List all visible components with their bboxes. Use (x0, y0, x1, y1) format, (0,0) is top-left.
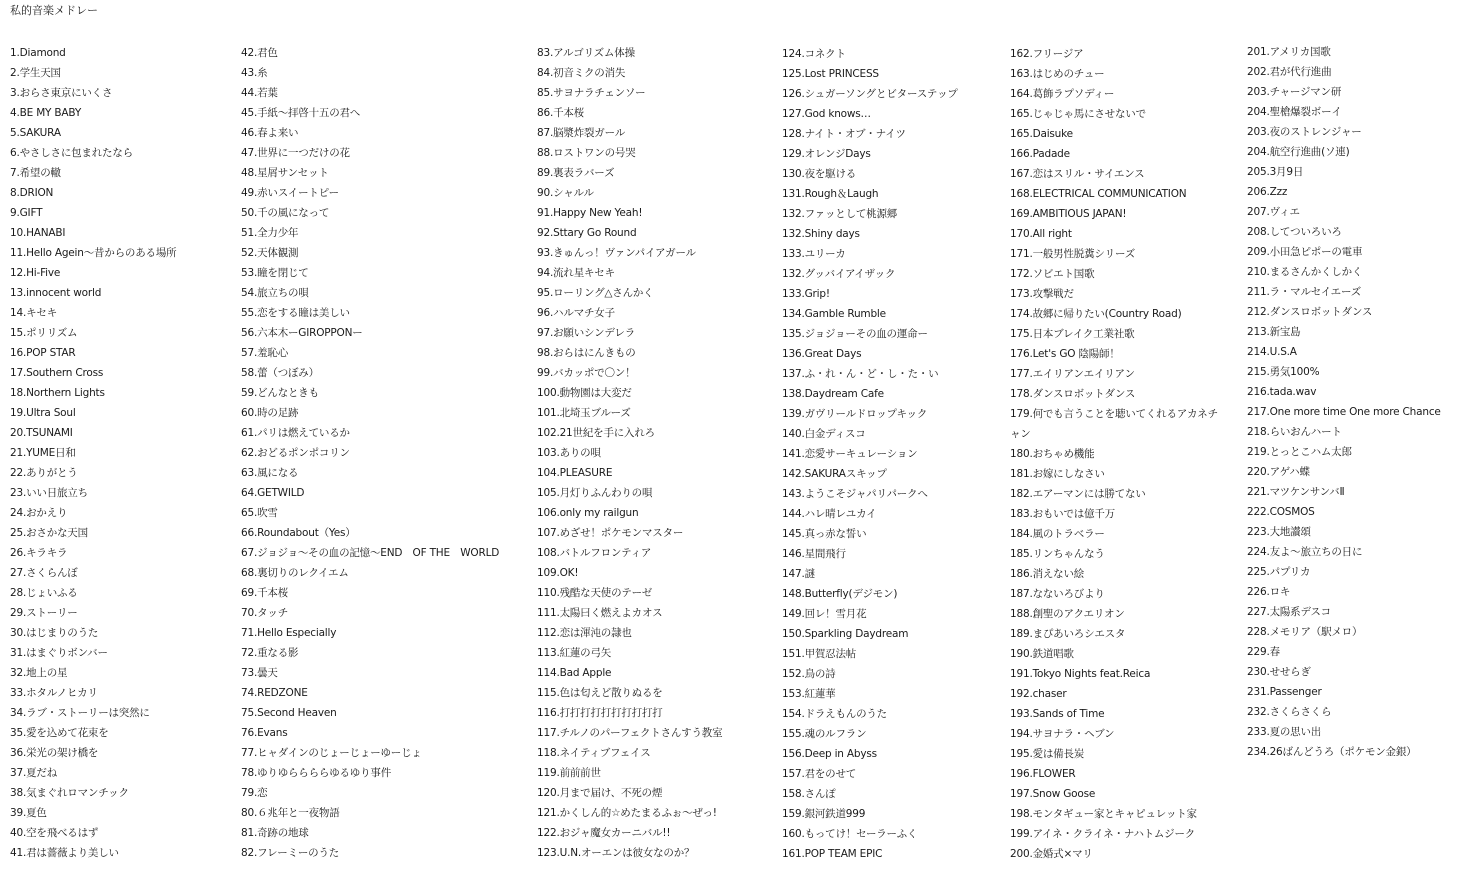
song-list-item: 220.アゲハ蝶 (1247, 466, 1310, 478)
song-list-item: 111.太陽曰く燃えよカオス (537, 607, 663, 619)
song-list-item: 189.まぴあいろシエスタ (1010, 628, 1126, 640)
song-list-item: 180.おちゃめ機能 (1010, 448, 1095, 460)
song-list-item: 84.初音ミクの消失 (537, 67, 626, 79)
song-list-item: 191.Tokyo Nights feat.Reica (1010, 668, 1151, 680)
song-list-item: 87.脳漿炸裂ガール (537, 127, 625, 139)
song-list-item: 219.とっとこハム太郎 (1247, 446, 1352, 458)
song-list-item: 109.OK! (537, 567, 579, 579)
song-list-item: 82.フレーミーのうた (241, 847, 340, 859)
song-list-item: 207.ヴィエ (1247, 206, 1300, 218)
song-list-item: 222.COSMOS (1247, 506, 1315, 518)
song-list-item: 137.ふ・れ・ん・ど・し・た・い (782, 368, 939, 380)
song-list-item: 24.おかえり (10, 507, 68, 519)
song-list-item: 53.瞳を閉じて (241, 267, 309, 279)
song-list-item: 34.ラブ・ストーリーは突然に (10, 707, 150, 719)
song-list-item: 203.チャージマン研 (1247, 86, 1342, 98)
song-list-item: 39.夏色 (10, 807, 47, 819)
song-list-item: 36.栄光の架け橋を (10, 747, 99, 759)
song-list-item: 174.故郷に帰りたい(Country Road) (1010, 308, 1182, 320)
song-list-item: 173.攻撃戦だ (1010, 288, 1074, 300)
song-list-item: 19.Ultra Soul (10, 407, 76, 419)
song-list-item: 32.地上の星 (10, 667, 68, 679)
song-list-item: 232.さくらさくら (1247, 706, 1332, 718)
song-list-item: 97.お願いシンデレラ (537, 327, 636, 339)
song-list-item: 27.さくらんぼ (10, 567, 78, 579)
song-list-item: 132.Shiny days (782, 228, 860, 240)
song-list-item: 183.おもいでは億千万 (1010, 508, 1115, 520)
song-list-item: 195.愛は備長炭 (1010, 748, 1085, 760)
song-list-item: 161.POP TEAM EPIC (782, 848, 883, 860)
song-list-item: 171.一般男性脱糞シリーズ (1010, 248, 1136, 260)
song-list-item: 113.紅蓮の弓矢 (537, 647, 612, 659)
song-list-item: 56.六本木ーGIROPPONー (241, 327, 363, 339)
song-list-item: 118.ネイティブフェイス (537, 747, 651, 759)
song-list-item: 135.ジョジョーその血の運命ー (782, 328, 928, 340)
song-list-item: 14.キセキ (10, 307, 57, 319)
song-list-item: 98.おらはにんきもの (537, 347, 636, 359)
song-list-item: 153.紅蓮華 (782, 688, 836, 700)
song-list-item: 4.BE MY BABY (10, 107, 82, 119)
song-list-item: 176.Let's GO 陰陽師！ (1010, 348, 1120, 360)
song-list-item: 107.めざせ！ポケモンマスター (537, 527, 684, 539)
song-list-item: 214.U.S.A (1247, 346, 1297, 358)
song-list-item: 30.はじまりのうた (10, 627, 99, 639)
song-list-item: 130.夜を駆ける (782, 168, 857, 180)
song-list-item: 120.月まで届け、不死の煙 (537, 787, 663, 799)
song-list-item: 223.大地讃頌 (1247, 526, 1311, 538)
song-list-item: 133.ユリーカ (782, 248, 846, 260)
song-list-item: 63.風になる (241, 467, 299, 479)
song-list-item: 162.フリージア (1010, 48, 1084, 60)
song-list-item: 12.Hi-Five (10, 267, 61, 279)
song-list-item: 193.Sands of Time (1010, 708, 1105, 720)
song-list-item: 182.エアーマンには勝てない (1010, 488, 1146, 500)
song-list-item: 165.Daisuke (1010, 128, 1073, 140)
song-list-item: 69.千本桜 (241, 587, 288, 599)
song-list-item: 212.ダンスロボットダンス (1247, 306, 1373, 318)
song-list-item: 185.リンちゃんなう (1010, 548, 1105, 560)
song-list-item: 10.HANABI (10, 227, 66, 239)
song-list-item: 35.愛を込めて花束を (10, 727, 109, 739)
song-list-item: 57.羞恥心 (241, 347, 288, 359)
song-list-item: 60.時の足跡 (241, 407, 299, 419)
song-list-item: 123.U.N.オーエンは彼女なのか？ (537, 847, 695, 859)
song-list-item: 186.消えない絵 (1010, 568, 1085, 580)
song-list-item: 70.タッチ (241, 607, 288, 619)
song-list-item: 50.千の風になって (241, 207, 330, 219)
song-list-item: 164.葛飾ラプソディー (1010, 88, 1115, 100)
song-list-item: 213.新宝島 (1247, 326, 1301, 338)
song-list-item: 209.小田急ピポーの電車 (1247, 246, 1363, 258)
song-list-item: 1.Diamond (10, 47, 66, 59)
song-list-item: 138.Daydream Cafe (782, 388, 884, 400)
song-list-item: 54.旅立ちの唄 (241, 287, 309, 299)
song-list-item: 78.ゆりゆららららゆるゆり事件 (241, 767, 391, 779)
song-column-2 (241, 43, 531, 863)
song-list-item: 26.キラキラ (10, 547, 68, 559)
song-list-item: 224.友よ～旅立ちの日に (1247, 546, 1363, 558)
song-list-item: 31.はまぐりボンバー (10, 647, 108, 659)
song-column-6 (1247, 42, 1475, 762)
song-list-item: 58.蕾（つぼみ） (241, 367, 319, 379)
song-list-item: 178.ダンスロボットダンス (1010, 388, 1136, 400)
song-list-item: 132.グッバイアイザック (782, 268, 896, 280)
song-list-item: 184.風のトラベラー (1010, 528, 1105, 540)
song-list-item: 140.白金ディスコ (782, 428, 866, 440)
song-list-item: 3.おらさ東京にいくさ (10, 87, 113, 99)
song-list-item: 94.流れ星キセキ (537, 267, 615, 279)
song-list-item: 64.GETWILD (241, 487, 305, 499)
song-list-item: 187.なないろびより (1010, 588, 1105, 600)
song-list-item: 169.AMBITIOUS JAPAN! (1010, 208, 1127, 220)
song-list-item: 194.サヨナラ・ヘブン (1010, 728, 1115, 740)
song-list-item: 142.SAKURAスキップ (782, 468, 887, 480)
song-list-item: 49.赤いスイートピー (241, 187, 339, 199)
song-list-item: 179.何でも言うことを聴いてくれるアカネチャン (1010, 408, 1218, 440)
song-list-item: 197.Snow Goose (1010, 788, 1096, 800)
song-list-item: 38.気まぐれロマンチック (10, 787, 129, 799)
song-list-item: 198.モンタギュー家とキャピュレット家 (1010, 808, 1197, 820)
song-list-item: 144.ハレ晴レユカイ (782, 508, 877, 520)
song-list-item: 29.ストーリー (10, 607, 78, 619)
song-list-item: 67.ジョジョ～その血の記憶～END OF THE WORLD (241, 547, 500, 559)
song-list-item: 95.ローリング△さんかく (537, 287, 654, 299)
song-list-item: 61.パリは燃えているか (241, 427, 350, 439)
song-list-item: 92.Sttary Go Round (537, 227, 637, 239)
song-list-item: 99.バカッポで〇ン！ (537, 367, 636, 379)
song-list-item: 106.only my railgun (537, 507, 639, 519)
song-list-item: 125.Lost PRINCESS (782, 68, 879, 80)
song-list-item: 13.innocent world (10, 287, 102, 299)
song-list-item: 43.糸 (241, 67, 268, 79)
song-list-item: 210.まるさんかくしかく (1247, 266, 1363, 278)
song-list-item: 108.バトルフロンティア (537, 547, 652, 559)
song-list-item: 46.春よ来い (241, 127, 299, 139)
song-list-item: 17.Southern Cross (10, 367, 104, 379)
song-list-item: 152.鳥の詩 (782, 668, 836, 680)
song-list-item: 202.君が代行進曲 (1247, 66, 1332, 78)
song-list-item: 47.世界に一つだけの花 (241, 147, 350, 159)
song-list-item: 112.恋は渾沌の隷也 (537, 627, 632, 639)
song-list-item: 148.Butterfly(デジモン) (782, 588, 898, 600)
song-list-item: 55.恋をする瞳は美しい (241, 307, 350, 319)
song-list-item: 40.空を飛べるはず (10, 827, 99, 839)
song-list-item: 233.夏の思い出 (1247, 726, 1322, 738)
song-list-item: 85.サヨナラチェンソー (537, 87, 646, 99)
song-list-item: 72.重なる影 (241, 647, 299, 659)
song-list-item: 133.Grip! (782, 288, 830, 300)
song-list-item: 75.Second Heaven (241, 707, 337, 719)
song-list-item: 199.アイネ・クライネ・ナハトムジーク (1010, 828, 1196, 840)
song-list-item: 73.曇天 (241, 667, 278, 679)
song-list-item: 149.回レ！雪月花 (782, 608, 867, 620)
song-list-item: 81.奇跡の地球 (241, 827, 309, 839)
song-list-item: 155.魂のルフラン (782, 728, 867, 740)
song-list-item: 147.謎 (782, 568, 815, 580)
song-list-item: 227.太陽系デスコ (1247, 606, 1331, 618)
song-list-item: 117.チルノのパーフェクトさんすう教室 (537, 727, 723, 739)
song-list-item: 230.せせらぎ (1247, 666, 1311, 678)
song-list-item: 181.お嫁にしなさい (1010, 468, 1105, 480)
song-column-3 (537, 43, 777, 863)
song-list-item: 134.Gamble Rumble (782, 308, 886, 320)
song-list-item: 151.甲賀忍法帖 (782, 648, 857, 660)
song-list-item: 52.天体観測 (241, 247, 299, 259)
song-list-item: 41.君は薔薇より美しい (10, 847, 119, 859)
song-list-item: 68.裏切りのレクイエム (241, 567, 349, 579)
song-list-item: 131.Rough＆Laugh (782, 188, 879, 200)
song-list-item: 177.エイリアンエイリアン (1010, 368, 1135, 380)
song-list-item: 103.ありの唄 (537, 447, 601, 459)
song-list-item: 196.FLOWER (1010, 768, 1076, 780)
song-list-item: 66.Roundabout（Yes） (241, 527, 356, 539)
song-list-item: 132.ファッとして桃源郷 (782, 208, 898, 220)
song-list-item: 163.はじめのチュー (1010, 68, 1105, 80)
song-list-item: 170.All right (1010, 228, 1072, 240)
song-list-item: 86.千本桜 (537, 107, 584, 119)
song-list-item: 44.若葉 (241, 87, 278, 99)
song-list-item: 11.Hello Agein～昔からのある場所 (10, 247, 177, 259)
song-list-item: 15.ポリリズム (10, 327, 78, 339)
song-list-item: 158.さんぽ (782, 788, 836, 800)
song-list-item: 206.Zzz (1247, 186, 1288, 198)
song-list-item: 150.Sparkling Daydream (782, 628, 909, 640)
song-column-5 (1010, 44, 1222, 864)
song-list-item: 2.学生天国 (10, 67, 61, 79)
song-list-item: 217.One more time One more Chance (1247, 406, 1441, 418)
song-list-item: 6.やさしさに包まれたなら (10, 147, 133, 159)
song-list-item: 83.アルゴリズム体操 (537, 47, 635, 59)
song-list-item: 234.26ばんどうろ（ポケモン金銀） (1247, 746, 1417, 758)
song-list-item: 165.じゃじゃ馬にさせないで (1010, 108, 1146, 120)
song-list-item: 71.Hello Especially (241, 627, 337, 639)
song-list-item: 18.Northern Lights (10, 387, 105, 399)
song-list-item: 216.tada.wav (1247, 386, 1317, 398)
song-list-item: 226.ロキ (1247, 586, 1291, 598)
song-list-item: 102.21世紀を手に入れろ (537, 427, 655, 439)
song-list-item: 62.おどるポンポコリン (241, 447, 350, 459)
song-column-1 (10, 43, 230, 863)
song-list-item: 48.星屑サンセット (241, 167, 329, 179)
song-list-item: 229.春 (1247, 646, 1280, 658)
song-list-item: 156.Deep in Abyss (782, 748, 877, 760)
song-list-item: 211.ラ・マルセイエーズ (1247, 286, 1362, 298)
song-list-item: 115.色は匂えど散りぬるを (537, 687, 663, 699)
song-list-item: 146.星間飛行 (782, 548, 846, 560)
song-list-item: 136.Great Days (782, 348, 862, 360)
song-list-item: 104.PLEASURE (537, 467, 613, 479)
song-list-item: 143.ようこそジャパリパークへ (782, 488, 928, 500)
song-list-item: 228.メモリア（駅メロ） (1247, 626, 1363, 638)
song-list-item: 23.いい日旅立ち (10, 487, 88, 499)
song-list-item: 77.ヒャダインのじょーじょーゆーじょ (241, 747, 422, 759)
song-list-item: 201.アメリカ国歌 (1247, 46, 1331, 58)
song-list-item: 167.恋はスリル・サイエンス (1010, 168, 1145, 180)
song-list-item: 128.ナイト・オブ・ナイツ (782, 128, 906, 140)
song-list-item: 100.動物園は大変だ (537, 387, 632, 399)
song-list-item: 33.ホタルノヒカリ (10, 687, 98, 699)
song-list-item: 42.君色 (241, 47, 278, 59)
song-list-item: 89.裏表ラバーズ (537, 167, 615, 179)
song-list-item: 20.TSUNAMI (10, 427, 73, 439)
song-list-item: 5.SAKURA (10, 127, 61, 139)
song-list-item: 154.ドラえもんのうた (782, 708, 887, 720)
song-list-item: 192.chaser (1010, 688, 1067, 700)
song-list-item: 9.GIFT (10, 207, 43, 219)
song-list-item: 96.ハルマチ女子 (537, 307, 615, 319)
song-list-item: 203.夜のストレンジャー (1247, 126, 1362, 138)
song-list-item: 215.勇気100% (1247, 366, 1320, 378)
song-list-item: 21.YUME日和 (10, 447, 76, 459)
song-list-item: 168.ELECTRICAL COMMUNICATION (1010, 188, 1187, 200)
song-list-item: 200.金婚式×マリ (1010, 848, 1093, 860)
song-list-item: 51.全力少年 (241, 227, 299, 239)
song-list-item: 204.聖槍爆裂ボーイ (1247, 106, 1342, 118)
song-list-item: 16.POP STAR (10, 347, 76, 359)
song-list-item: 218.らいおんハート (1247, 426, 1342, 438)
song-list-item: 124.コネクト (782, 48, 846, 60)
song-list-item: 225.パプリカ (1247, 566, 1311, 578)
song-list-item: 7.希望の轍 (10, 167, 61, 179)
song-list-item: 204.航空行進曲(ソ連) (1247, 146, 1350, 158)
song-list-item: 37.夏だね (10, 767, 57, 779)
song-list-item: 25.おさかな天国 (10, 527, 88, 539)
song-list-item: 122.おジャ魔女カーニバル!! (537, 827, 671, 839)
song-list-item: 101.北埼玉ブルーズ (537, 407, 631, 419)
song-list-item: 79.恋 (241, 787, 268, 799)
song-list-item: 74.REDZONE (241, 687, 308, 699)
song-list-item: 88.ロストワンの号哭 (537, 147, 636, 159)
song-list-item: 114.Bad Apple (537, 667, 612, 679)
song-list-item: 175.日本ブレイク工業社歌 (1010, 328, 1135, 340)
song-list-item: 208.してついろいろ (1247, 226, 1342, 238)
song-list-item: 172.ソビエト国歌 (1010, 268, 1095, 280)
song-list-item: 8.DRION (10, 187, 54, 199)
song-list-item: 190.鉄道唱歌 (1010, 648, 1074, 660)
song-list-item: 221.マツケンサンバⅡ (1247, 486, 1345, 498)
song-list-item: 90.シャルル (537, 187, 594, 199)
song-list-item: 126.シュガーソングとビターステップ (782, 88, 958, 100)
song-list-item: 145.真っ赤な誓い (782, 528, 867, 540)
song-list-item: 119.前前前世 (537, 767, 601, 779)
song-list-item: 116.打打打打打打打打打打 (537, 707, 663, 719)
song-list-item: 22.ありがとう (10, 467, 78, 479)
song-list-item: 45.手紙～拝啓十五の君へ (241, 107, 361, 119)
document-title: 私的音楽メドレー (10, 4, 98, 17)
song-list-item: 80.６兆年と一夜物語 (241, 807, 340, 819)
song-list-item: 127.God knows… (782, 108, 871, 120)
song-list-item: 121.かくしん的☆めたまるふぉ～ぜっ! (537, 807, 717, 819)
song-list-item: 231.Passenger (1247, 686, 1322, 698)
song-list-item: 157.君をのせて (782, 768, 857, 780)
song-list-item: 65.吹雪 (241, 507, 278, 519)
song-list-item: 159.銀河鉄道999 (782, 808, 866, 820)
song-column-4 (782, 44, 1004, 864)
song-list-item: 91.Happy New Yeah! (537, 207, 643, 219)
song-list-item: 59.どんなときも (241, 387, 319, 399)
song-list-item: 105.月灯りふんわりの唄 (537, 487, 653, 499)
song-list-item: 129.オレンジDays (782, 148, 871, 160)
song-list-item: 160.もってけ！セーラーふく (782, 828, 918, 840)
song-list-item: 188.創聖のアクエリオン (1010, 608, 1125, 620)
song-list-item: 110.残酷な天使のテーゼ (537, 587, 653, 599)
song-list-item: 76.Evans (241, 727, 288, 739)
song-list-item: 166.Padade (1010, 148, 1070, 160)
song-list-item: 28.じょいふる (10, 587, 78, 599)
song-list-item: 139.ガヴリールドロップキック (782, 408, 928, 420)
song-list-item: 141.恋愛サーキュレーション (782, 448, 918, 460)
song-list-item: 93.きゅんっ！ヴァンパイアガール (537, 247, 696, 259)
song-list-item: 205.3月9日 (1247, 166, 1304, 178)
